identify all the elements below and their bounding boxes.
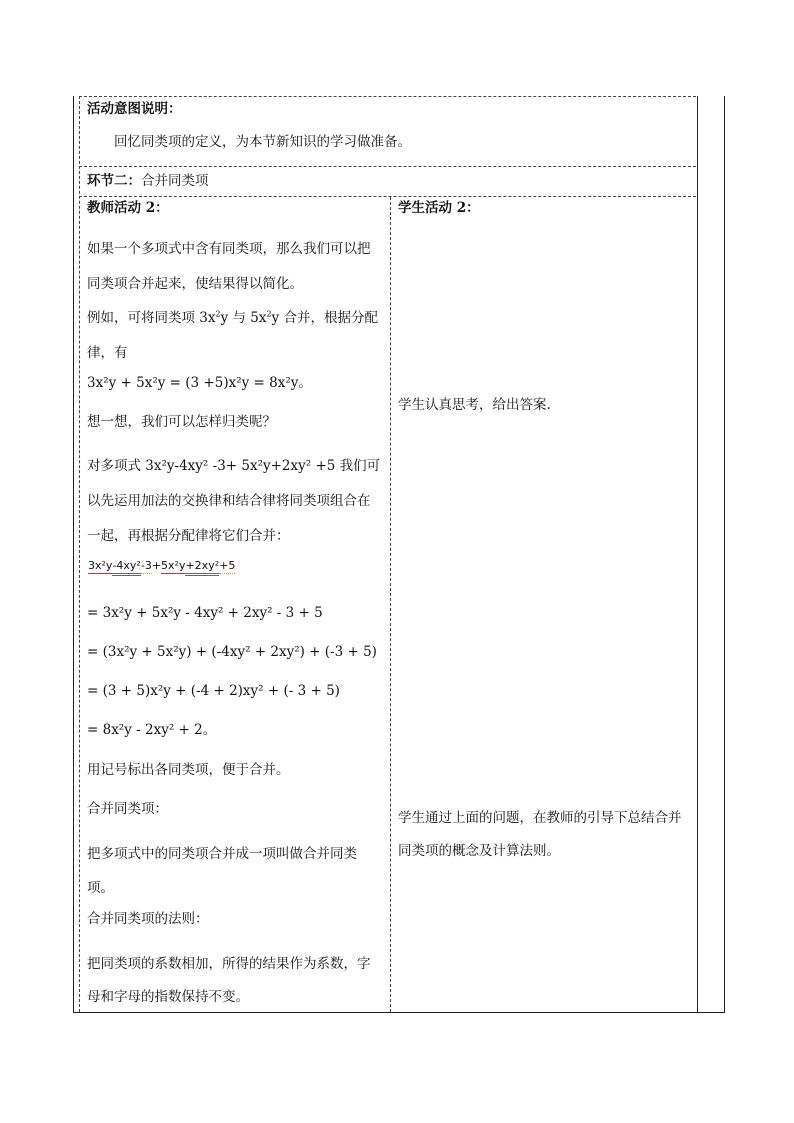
teacher-paragraph-3: 想一想，我们可以怎样归类呢？ xyxy=(87,414,276,430)
teacher-paragraph-9: 把同类项的系数相加，所得的结果作为系数，字母和字母的指数保持不变。 xyxy=(87,956,371,1005)
annotated-polynomial xyxy=(88,559,235,576)
step-1: = 3x²y + 5x²y - 4xy² + 2xy² - 3 + 5 xyxy=(87,605,323,621)
row-divider-1 xyxy=(79,166,696,167)
teacher-paragraph-2: 例如，可将同类项 $3x^2y$ 与 $5x^2y$ 合并，根据分配律，有 xyxy=(87,309,379,361)
teacher-heading: 教师活动 2： xyxy=(87,200,169,216)
term-minus-3: -3 xyxy=(140,559,152,572)
term-plus-2xy2: +2xy² xyxy=(185,559,219,576)
teacher-paragraph-7: 把多项式中的同类项合并成一项叫做合并同类项。 xyxy=(87,846,357,896)
teacher-paragraph-1: 如果一个多项式中含有同类项，那么我们可以把同类项合并起来，使结果得以简化。 xyxy=(87,241,371,292)
row1-heading: 活动意图说明： xyxy=(87,101,182,117)
student-paragraph-1: 学生认真思考，给出答案. xyxy=(398,397,551,413)
teacher-paragraph-6: 合并同类项： xyxy=(87,801,168,817)
column-divider xyxy=(390,197,391,1012)
teacher-paragraph-4: 对多项式 3x²y-4xy² -3+ 5x²y+2xy² +5 我们可以先运用加法的交换律和结合律将同类项组合在一起，再根据分配律将它们合并： xyxy=(87,458,381,544)
table-left-dashed-border xyxy=(79,96,80,1012)
step-2: = (3x²y + 5x²y) + (-4xy² + 2xy²) + (-3 + 5) xyxy=(87,644,377,660)
equation-1: 3x²y + 5x²y = (3 +5)x²y = 8x²y。 xyxy=(87,375,312,391)
student-paragraph-2: 学生通过上面的问题，在教师的引导下总结合并同类项的概念及计算法则。 xyxy=(398,810,682,859)
table-right-inner-border xyxy=(697,96,698,1012)
student-heading: 学生活动 2： xyxy=(398,200,480,216)
row2-heading xyxy=(87,172,209,190)
step-4: = 8x²y - 2xy² + 2。 xyxy=(87,722,217,738)
table-top-dashed-border xyxy=(79,96,696,97)
term-3x2y: 3x²y xyxy=(88,559,113,572)
p2-part-b: y 与 5x xyxy=(220,310,267,326)
term-minus-4xy2: -4xy² xyxy=(112,559,140,576)
row2-heading-tail: 合并同类项 xyxy=(141,173,209,189)
term-plus: + xyxy=(151,559,162,572)
p2-part-c: y 合并，根据分配律，有 xyxy=(87,310,379,361)
p2-part-a: 例如，可将同类项 3x xyxy=(87,310,216,326)
term-5x2y: 5x²y xyxy=(161,559,186,572)
row2-heading-label: 环节二： xyxy=(87,173,141,189)
teacher-paragraph-5: 用记号标出各同类项，便于合并。 xyxy=(87,762,290,778)
term-plus-5: +5 xyxy=(219,559,236,572)
step-3: = (3 + 5)x²y + (-4 + 2)xy² + (- 3 + 5) xyxy=(87,683,340,699)
teacher-paragraph-8: 合并同类项的法则： xyxy=(87,911,209,927)
row1-body: 回忆同类项的定义，为本节新知识的学习做准备。 xyxy=(114,134,411,150)
row-divider-2 xyxy=(79,196,696,197)
